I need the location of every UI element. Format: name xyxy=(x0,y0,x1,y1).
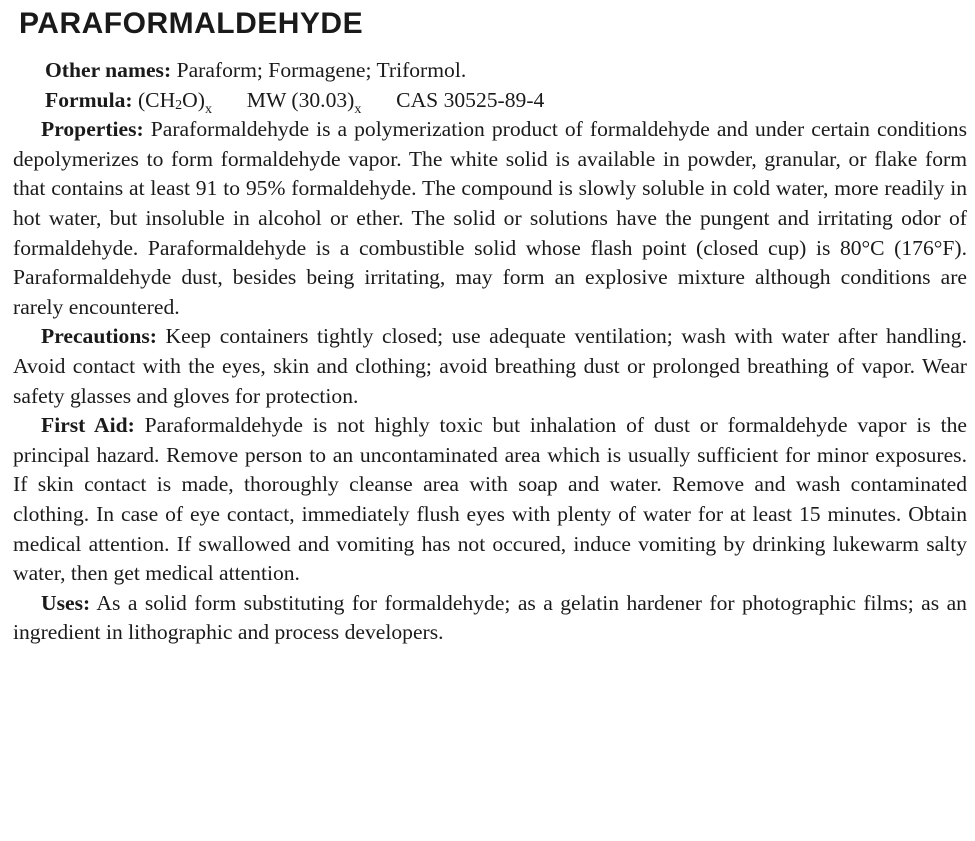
properties-label: Properties: xyxy=(41,117,144,142)
formula-close: O) xyxy=(182,87,205,112)
uses-paragraph xyxy=(13,589,967,648)
other-names-line xyxy=(45,56,967,86)
precautions-paragraph xyxy=(13,322,967,411)
formula-open: (CH xyxy=(137,87,176,112)
first-aid-label: First Aid: xyxy=(41,413,135,438)
document-body xyxy=(13,56,967,648)
properties-paragraph xyxy=(13,115,967,322)
mw-subscript-x: x xyxy=(354,101,362,117)
cas-number: CAS 30525-89-4 xyxy=(396,87,545,112)
first-aid-paragraph xyxy=(13,411,967,589)
other-names-label: Other names: xyxy=(45,58,172,82)
mw-value: (30.03) xyxy=(291,87,355,112)
formula-line xyxy=(45,86,967,116)
mw-label: MW xyxy=(246,87,286,112)
uses-text: As a solid form substituting for formaldehyde; as a gelatin hardener for photographic films; as an ingredient in lithographic and process developers. xyxy=(13,590,967,645)
properties-text: Paraformaldehyde is a polymerization product of formaldehyde and under certain conditions depolymerizes to form formaldehyde vapor. The white solid is available in powder, granular, or flake form that contains at least 91 to 95% formaldehyde. The compound is slowly soluble in cold water, more readily in hot water, but insoluble in alcohol or ether. The solid or solutions have the pungent and irritating odor of formaldehyde. Paraformaldehyde is a combustible solid whose flash point (closed cup) is 80°C (176°F). Paraformaldehyde dust, besides being irritating, may form an explosive mixture although conditions are rarely encountered. xyxy=(13,117,967,319)
other-names-value: Paraform; Formagene; Triformol. xyxy=(176,58,467,82)
page-title: PARAFORMALDEHYDE xyxy=(19,7,364,40)
formula-subscript-2: 2 xyxy=(175,97,183,113)
formula-subscript-x: x xyxy=(204,101,212,117)
precautions-label: Precautions: xyxy=(41,324,157,349)
uses-label: Uses: xyxy=(41,590,91,615)
formula-label: Formula: xyxy=(45,87,133,112)
precautions-text: Keep containers tightly closed; use adequate ventilation; wash with water after handling. Avoid contact with the eyes, skin and clothing; avoid breathing dust or prolonged breathing of vapor. Wear safety glasses and gloves for protection. xyxy=(13,324,967,408)
first-aid-text: Paraformaldehyde is not highly toxic but inhalation of dust or formaldehyde vapor is the principal hazard. Remove person to an uncontaminated area which is usually sufficient for minor exposures. If skin contact is made, thoroughly cleanse area with soap and water. Remove and wash contaminated clothing. In case of eye contact, immediately flush eyes with plenty of water for at least 15 minutes. Obtain medical attention. If swallowed and vomiting has not occured, induce vomiting by drinking lukewarm salty water, then get medical attention. xyxy=(13,413,967,586)
